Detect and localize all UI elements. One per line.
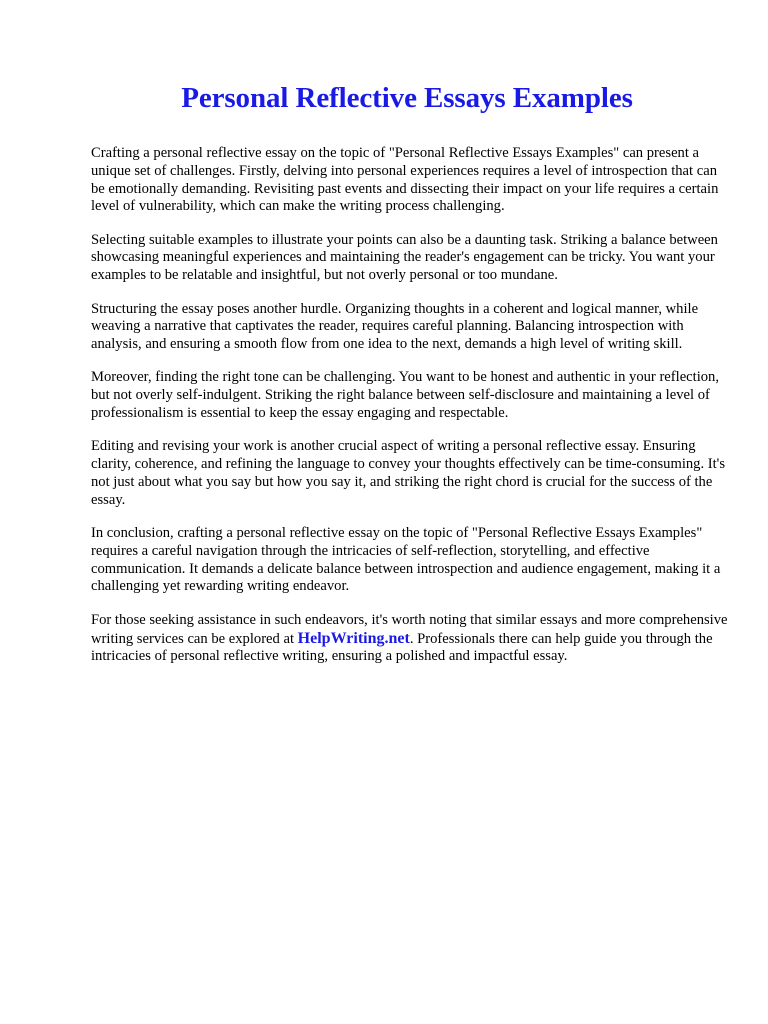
- paragraph-1: Crafting a personal reflective essay on the topic of "Personal Reflective Essays Examples" can present a unique set of challenges. Firstly, delving into personal experiences requires a level of introspection that can be emotionally demanding. Revisiting past events and dissecting their impact on your life requires a certain level of vulnerability, which can make the writing process challenging.: [91, 145, 719, 215]
- paragraph-4: Moreover, finding the right tone can be challenging. You want to be honest and authentic in your reflection, but not overly self-indulgent. Striking the right balance between self-disclosure and maintaining a level of professionalism is essential to keep the essay engaging and respectable.: [91, 369, 720, 422]
- paragraph-6: In conclusion, crafting a personal reflective essay on the topic of "Personal Reflective Essays Examples" requires a careful navigation through the intricacies of self-reflection, storytelling, and effective communication. It demands a delicate balance between introspection and audience engagement, making it a challenging yet rewarding writing endeavor.: [91, 525, 721, 595]
- document-title: Personal Reflective Essays Examples: [181, 82, 633, 114]
- helpwriting-link[interactable]: HelpWriting.net: [297, 629, 410, 647]
- document-body: [91, 145, 731, 682]
- paragraph-3: Structuring the essay poses another hurdle. Organizing thoughts in a coherent and logical manner, while weaving a narrative that captivates the reader, requires careful planning. Balancing introspection with analysis, and ensuring a smooth flow from one idea to the next, demands a high level of writing skill.: [91, 300, 699, 353]
- paragraph-7-text-before-link: For those seeking assistance in such endeavors, it's worth noting that similar essays and more comprehensive writing services can be explored at: [91, 611, 728, 647]
- paragraph-7: [91, 612, 731, 666]
- paragraph-2: Selecting suitable examples to illustrate your points can also be a daunting task. Striking a balance between showcasing meaningful experiences and maintaining the reader's engagement can be tricky. You want your examples to be relatable and insightful, but not overly personal or too mundane.: [91, 231, 718, 284]
- paragraph-5: Editing and revising your work is another crucial aspect of writing a personal reflective essay. Ensuring clarity, coherence, and refining the language to convey your thoughts effectively can be time-consuming. It's not just about what you say but how you say it, and striking the right chord is crucial for the success of the essay.: [91, 438, 725, 508]
- paragraph-7-text-after-link: . Professionals there can help guide you through the intricacies of personal reflective writing, ensuring a polished and impactful essay.: [91, 630, 713, 665]
